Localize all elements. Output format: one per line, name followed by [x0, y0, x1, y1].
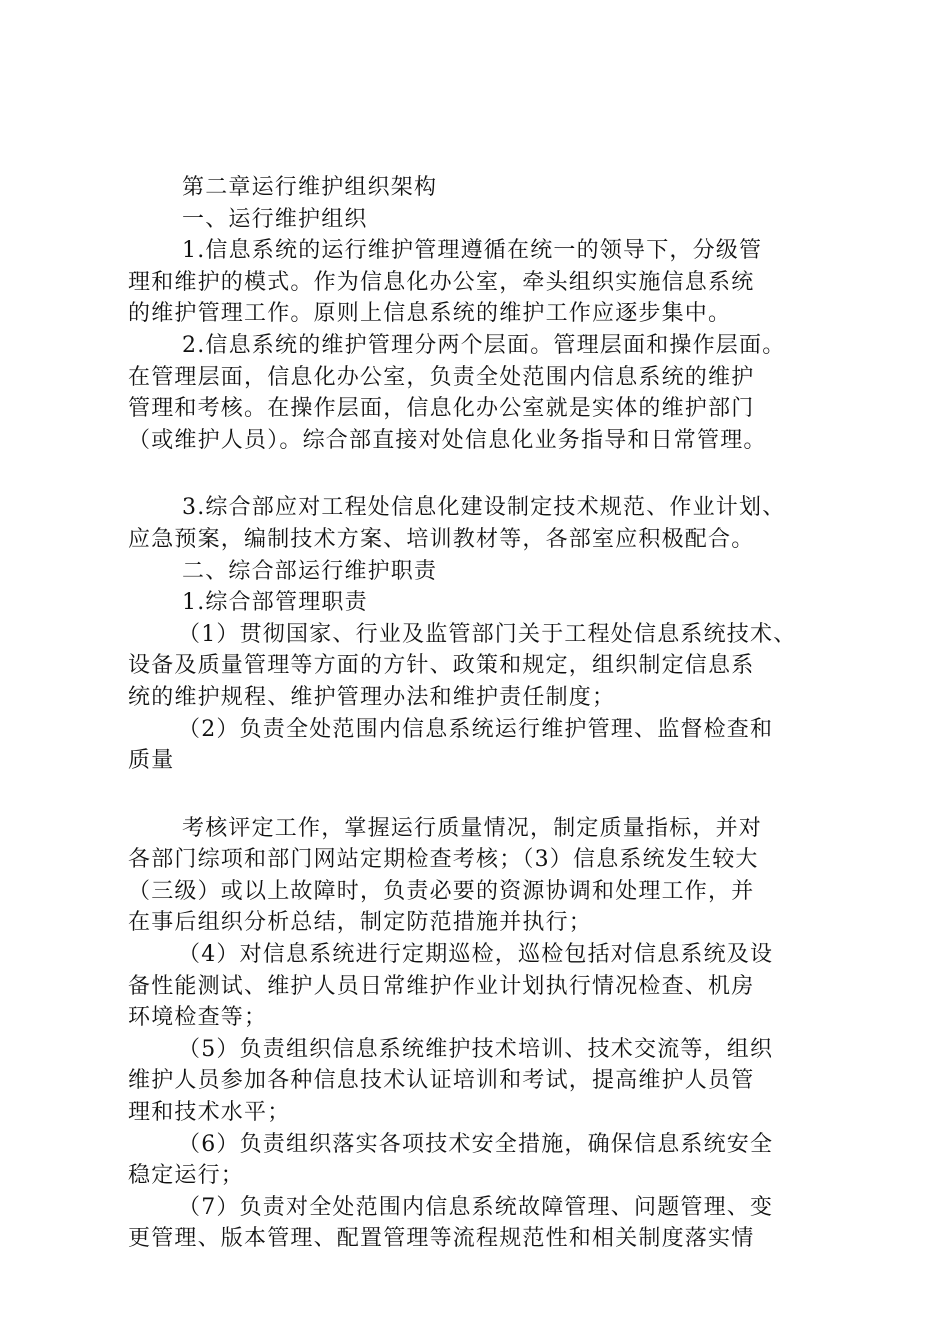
- paragraph-line: 理和技术水平；: [128, 1100, 291, 1126]
- paragraph-line: 各部门综项和部门网站定期检查考核；（3）信息系统发生较大: [128, 847, 759, 873]
- chapter-title: 第二章运行维护组织架构: [182, 175, 438, 200]
- paragraph-line: 设备及质量管理等方面的方针、政策和规定，组织制定信息系: [128, 653, 755, 679]
- paragraph-line: 备性能测试、维护人员日常维护作业计划执行情况检查、机房: [128, 973, 755, 999]
- paragraph-gap: [128, 456, 838, 492]
- paragraph-line: 应急预案，编制技术方案、培训教材等，各部室应积极配合。: [128, 526, 755, 552]
- section-heading-2: 二、综合部运行维护职责: [182, 558, 438, 584]
- paragraph-line: （5）负责组织信息系统维护技术培训、技术交流等，组织: [178, 1036, 774, 1062]
- paragraph-line: 统的维护规程、维护管理办法和维护责任制度；: [128, 684, 616, 710]
- paragraph-line: 的维护管理工作。原则上信息系统的维护工作应逐步集中。: [128, 301, 732, 327]
- paragraph-line: （6）负责组织落实各项技术安全措施，确保信息系统安全: [178, 1131, 774, 1157]
- paragraph-line: 在管理层面，信息化办公室，负责全处范围内信息系统的维护: [128, 364, 755, 390]
- document-body: [128, 172, 838, 1255]
- paragraph-line: 管理和考核。在操作层面，信息化办公室就是实体的维护部门: [128, 396, 755, 422]
- paragraph-line: （或维护人员）。综合部直接对处信息化业务指导和日常管理。: [128, 427, 767, 453]
- paragraph-line: 考核评定工作，掌握运行质量情况，制定质量指标，并对: [182, 815, 763, 841]
- paragraph-line: （三级）或以上故障时，负责必要的资源协调和处理工作，并: [128, 878, 755, 904]
- paragraph-gap: [128, 777, 838, 813]
- paragraph-line: 理和维护的模式。作为信息化办公室，牵头组织实施信息系统: [128, 269, 755, 295]
- paragraph-line: 2.信息系统的维护管理分两个层面。管理层面和操作层面。: [182, 332, 786, 358]
- paragraph-line: 环境检查等；: [128, 1005, 268, 1031]
- paragraph-line: 维护人员参加各种信息技术认证培训和考试，提高维护人员管: [128, 1068, 755, 1094]
- paragraph-line: 稳定运行；: [128, 1163, 245, 1189]
- paragraph-line: 质量: [128, 748, 175, 774]
- paragraph-line: 更管理、版本管理、配置管理等流程规范性和相关制度落实情: [128, 1226, 755, 1252]
- paragraph-line: （2）负责全处范围内信息系统运行维护管理、监督检查和: [178, 716, 774, 742]
- section-heading-1: 一、运行维护组织: [182, 206, 368, 232]
- paragraph-line: （1）贯彻国家、行业及监管部门关于工程处信息系统技术、: [178, 621, 797, 647]
- paragraph-line: 3.综合部应对工程处信息化建设制定技术规范、作业计划、: [182, 495, 786, 521]
- paragraph-line: （7）负责对全处范围内信息系统故障管理、问题管理、变: [178, 1194, 774, 1220]
- paragraph-line: 1.信息系统的运行维护管理遵循在统一的领导下，分级管: [182, 238, 763, 264]
- subsection-heading: 1.综合部管理职责: [182, 590, 368, 616]
- paragraph-line: 在事后组织分析总结，制定防范措施并执行；: [128, 910, 593, 936]
- paragraph-line: （4）对信息系统进行定期巡检，巡检包括对信息系统及设: [178, 942, 774, 968]
